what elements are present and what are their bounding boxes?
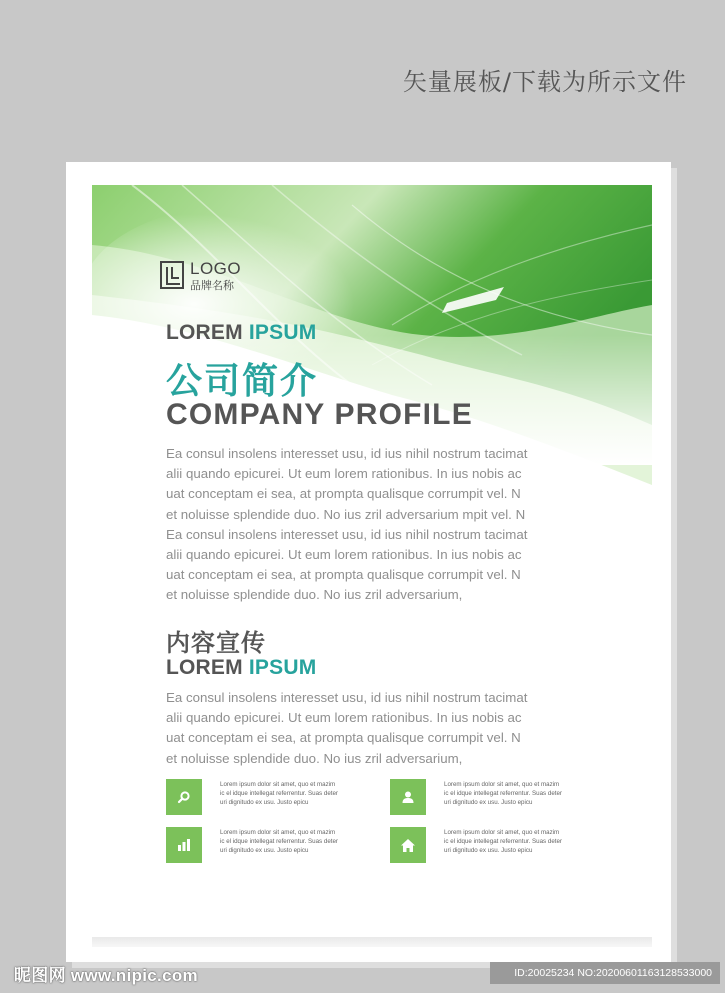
feature-line: uri dignitudo ex usu. Justo epicu <box>444 799 533 806</box>
text-line: uat conceptam ei sea, at prompta qualisque corrumpit vel. N <box>166 567 521 583</box>
header-lorem-ipsum <box>166 321 316 345</box>
poster-shadow <box>92 937 652 947</box>
feature-text <box>444 828 594 855</box>
text-line: uat conceptam ei sea, at prompta qualisque corrumpit vel. N <box>166 486 521 502</box>
text-line: et noluisse splendide duo. No ius zril adversarium, <box>166 587 463 603</box>
text-line: Ea consul insolens interesset usu, id ius nihil nostrum tacimat <box>166 690 528 705</box>
header-ipsum: IPSUM <box>248 321 317 344</box>
search-icon <box>166 779 202 815</box>
feature-user <box>390 779 590 815</box>
logo-text: LOGO <box>190 259 242 278</box>
feature-line: ic el idque intellegat referrentur. Suas deter <box>444 790 562 797</box>
text-line: alii quando epicurei. Ut eum lorem rationibus. In ius nobis ac <box>166 547 522 563</box>
feature-line: uri dignitudo ex usu. Justo epicu <box>444 847 533 854</box>
logo-subtitle: 品牌名称 <box>190 280 234 292</box>
intro-paragraph <box>166 444 576 606</box>
feature-text <box>220 780 370 807</box>
section2-lorem: LOREM <box>166 656 243 679</box>
text-line: uat conceptam ei sea, at prompta qualisque corrumpit vel. N <box>166 730 521 746</box>
feature-line: uri dignitudo ex usu. Justo epicu <box>220 847 309 854</box>
feature-text <box>220 828 370 855</box>
section2-title-cn: 内容宣传 <box>166 629 266 657</box>
feature-line: Lorem ipsum dolor sit amet, quo et mazim <box>444 829 560 836</box>
feature-line: Lorem ipsum dolor sit amet, quo et mazim <box>220 829 336 836</box>
text-line: Ea consul insolens interesset usu, id ius nihil nostrum tacimat <box>166 526 528 542</box>
home-icon <box>390 827 426 863</box>
text-line: Ea consul insolens interesset usu, id ius nihil nostrum tacimat <box>166 446 528 461</box>
feature-search <box>166 779 366 815</box>
watermark-site: 昵图网 www.nipic.com <box>14 966 198 985</box>
header-lorem: LOREM <box>166 321 243 344</box>
feature-line: ic el idque intellegat referrentur. Suas deter <box>444 838 562 845</box>
feature-text <box>444 780 594 807</box>
feature-chart <box>166 827 366 863</box>
feature-line: Lorem ipsum dolor sit amet, quo et mazim <box>444 781 560 788</box>
text-line: et noluisse splendide duo. No ius zril adversarium mpit vel. N <box>166 506 526 522</box>
feature-line: ic el idque intellegat referrentur. Suas deter <box>220 790 338 797</box>
text-line: alii quando epicurei. Ut eum lorem rationibus. In ius nobis ac <box>166 466 522 482</box>
bar-chart-icon <box>166 827 202 863</box>
text-line: alii quando epicurei. Ut eum lorem rationibus. In ius nobis ac <box>166 710 522 726</box>
section2-ipsum: IPSUM <box>248 656 317 679</box>
poster <box>92 185 652 937</box>
content-paragraph <box>166 688 576 769</box>
feature-line: ic el idque intellegat referrentur. Suas deter <box>220 838 338 845</box>
feature-line: Lorem ipsum dolor sit amet, quo et mazim <box>220 781 336 788</box>
section2-lorem-ipsum <box>166 656 316 680</box>
text-line: et noluisse splendide duo. No ius zril adversarium, <box>166 750 463 766</box>
logo-mark-icon <box>160 261 184 289</box>
feature-home <box>390 827 590 863</box>
feature-line: uri dignitudo ex usu. Justo epicu <box>220 799 309 806</box>
user-icon <box>390 779 426 815</box>
title-cn: 公司简介 <box>166 361 319 402</box>
page-caption: 矢量展板/下载为所示文件 <box>402 68 687 96</box>
title-en: COMPANY PROFILE <box>166 398 473 431</box>
watermark-id: ID:20025234 NO:20200601163128533000 <box>490 962 720 984</box>
